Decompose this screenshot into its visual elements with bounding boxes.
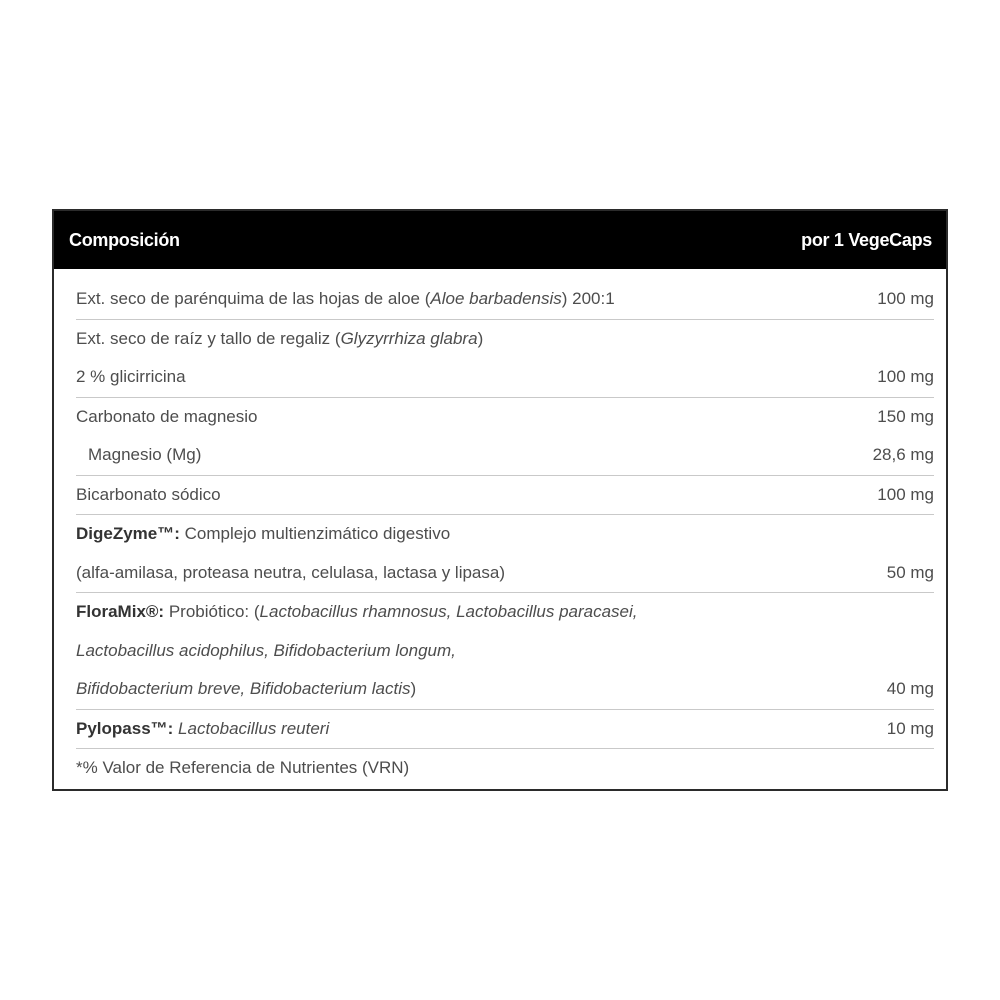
row-label: Bicarbonato sódico [76, 484, 221, 504]
table-body [76, 280, 934, 788]
row-label: Carbonato de magnesio [76, 406, 258, 426]
row-floramix [76, 593, 934, 632]
row-label: Bifidobacterium breve, Bifidobacterium lactis) [76, 679, 417, 699]
row-digezyme-detail [76, 554, 934, 594]
row-amount: 50 mg [886, 562, 934, 582]
row-glycyrrhizin [76, 358, 934, 398]
row-amount: 150 mg [877, 406, 934, 426]
row-amount: 28,6 mg [872, 445, 934, 465]
row-magnesium [76, 436, 934, 476]
row-label: FloraMix®: Probiótico: (Lactobacillus rhamnosus, Lactobacillus paracasei, [76, 602, 638, 622]
row-licorice [76, 320, 934, 359]
composition-table [52, 209, 948, 791]
footnote [76, 749, 934, 788]
row-sodium-bicarbonate [76, 476, 934, 516]
row-aloe [76, 280, 934, 320]
row-label: Ext. seco de raíz y tallo de regaliz (Glyzyrrhiza glabra) [76, 328, 484, 348]
row-label: DigeZyme™: Complejo multienzimático digestivo [76, 524, 451, 544]
row-magnesium-carbonate [76, 398, 934, 437]
footnote-text: *% Valor de Referencia de Nutrientes (VRN) [76, 758, 410, 778]
row-amount: 40 mg [886, 679, 934, 699]
header-composition: Composición [69, 229, 180, 250]
row-floramix-cont [76, 632, 934, 671]
row-label: Lactobacillus acidophilus, Bifidobacterium longum, [76, 640, 456, 660]
row-amount: 100 mg [877, 289, 934, 309]
row-amount: 10 mg [886, 718, 934, 738]
row-label: Magnesio (Mg) [88, 445, 202, 465]
row-floramix-end [76, 670, 934, 710]
row-amount: 100 mg [877, 367, 934, 387]
row-label: (alfa-amilasa, proteasa neutra, celulasa, lactasa y lipasa) [76, 562, 505, 582]
row-label: 2 % glicirricina [76, 367, 186, 387]
row-digezyme [76, 515, 934, 554]
table-header [54, 211, 946, 269]
row-amount: 100 mg [877, 484, 934, 504]
row-pylopass [76, 710, 934, 750]
row-label: Pylopass™: Lactobacillus reuteri [76, 718, 330, 738]
row-label: Ext. seco de parénquima de las hojas de aloe (Aloe barbadensis) 200:1 [76, 289, 615, 309]
header-per-capsule: por 1 VegeCaps [801, 229, 932, 250]
